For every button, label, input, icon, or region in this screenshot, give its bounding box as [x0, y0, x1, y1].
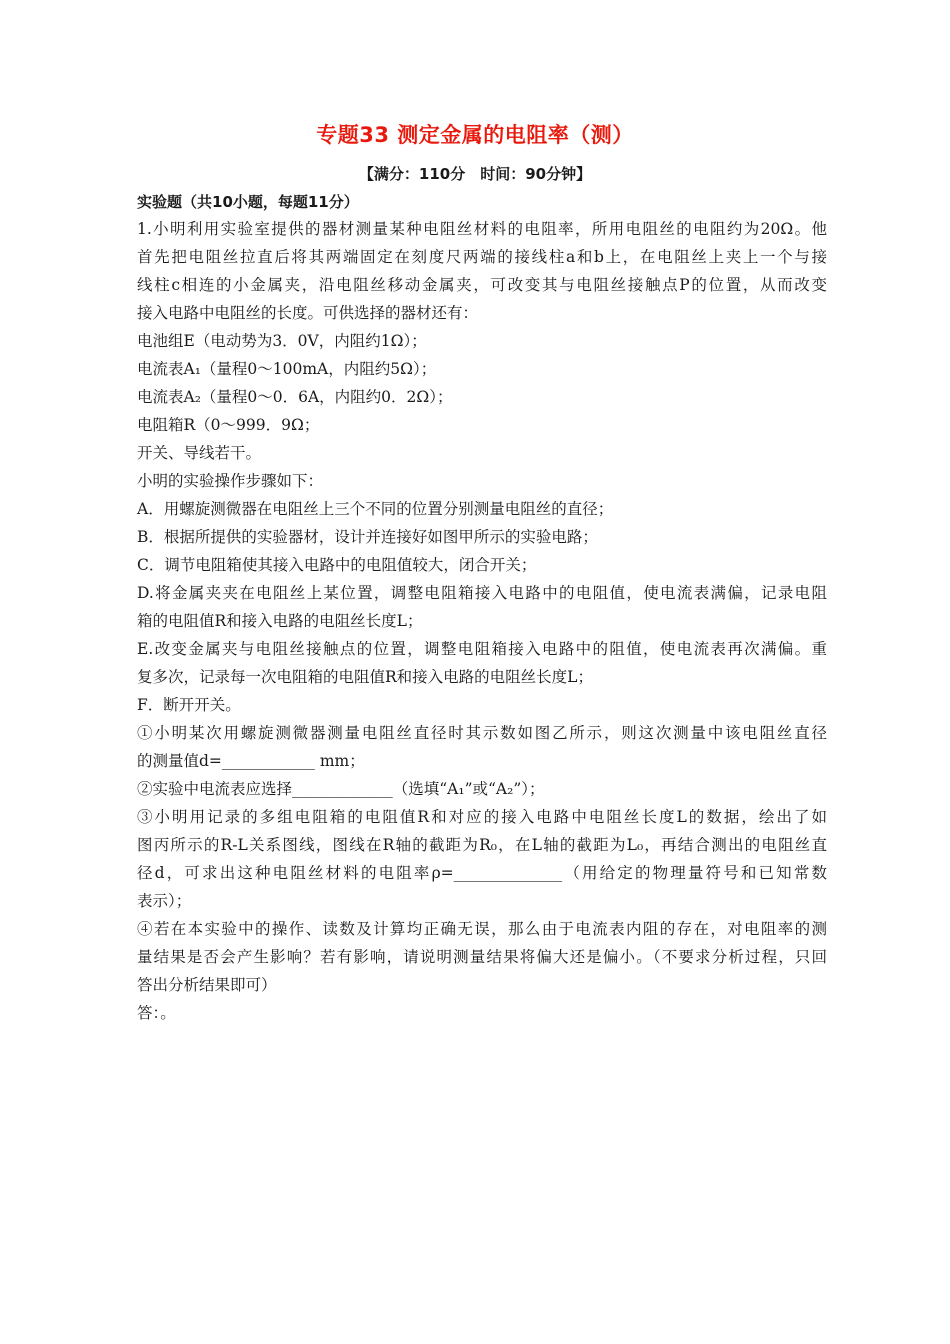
- text-line: 径d，可求出这种电阻丝材料的电阻率ρ=______________（用给定的物理量符号和已知常数: [137, 864, 827, 882]
- step-a: A．用螺旋测微器在电阻丝上三个不同的位置分别测量电阻丝的直径；: [137, 500, 614, 518]
- text-line: 表示）；: [137, 892, 192, 910]
- question-1: ①小明某次用螺旋测微器测量电阻丝直径时其示数如图乙所示，则这次测量中该电阻丝直径: [137, 724, 827, 742]
- text-line: 电流表A₁（量程0～100mA，内阻约5Ω）；: [137, 360, 437, 378]
- text-line: 首先把电阻丝拉直后将其两端固定在刻度尺两端的接线柱a和b上，在电阻丝上夹上一个与接: [137, 248, 827, 266]
- step-e: E.改变金属夹与电阻丝接触点的位置，调整电阻箱接入电路中的阻值，使电流表再次满偏。重: [137, 640, 827, 658]
- exam-meta: 【满分：110分 时间：90分钟】: [358, 165, 592, 183]
- question-4: ④若在本实验中的操作、读数及计算均正确无误，那么由于电流表内阻的存在，对电阻率的测: [137, 920, 827, 938]
- text-line: 的测量值d=____________ mm；: [137, 752, 365, 770]
- section-heading: 实验题（共10小题，每题11分）: [137, 193, 359, 211]
- step-f: F．断开开关。: [137, 696, 241, 714]
- text-line: 电流表A₂（量程0～0．6A，内阻约0．2Ω）；: [137, 388, 453, 406]
- text-line: 量结果是否会产生影响？若有影响，请说明测量结果将偏大还是偏小。（不要求分析过程，只回: [137, 948, 827, 966]
- step-c: C．调节电阻箱使其接入电路中的电阻值较大，闭合开关；: [137, 556, 537, 574]
- text-line: 箱的电阻值R和接入电路的电阻丝长度L；: [137, 612, 423, 630]
- text-line: 小明的实验操作步骤如下：: [137, 472, 324, 490]
- text-line: 1.小明利用实验室提供的器材测量某种电阻丝材料的电阻率，所用电阻丝的电阻约为20Ω。他: [137, 220, 827, 238]
- page-title: 专题33 测定金属的电阻率（测）: [316, 123, 634, 147]
- text-line: 图丙所示的R-L关系图线，图线在R轴的截距为R₀，在L轴的截距为L₀，再结合测出的电阻丝直: [137, 836, 827, 854]
- text-line: 开关、导线若干。: [137, 444, 262, 462]
- text-line: 电池组E（电动势为3．0V，内阻约1Ω）；: [137, 332, 427, 350]
- text-line: 答出分析结果即可）: [137, 976, 277, 994]
- answer-line: 答：。: [137, 1004, 176, 1022]
- question-2: ②实验中电流表应选择_____________（选填“A₁”或“A₂”）；: [137, 780, 545, 798]
- step-b: B．根据所提供的实验器材，设计并连接好如图甲所示的实验电路；: [137, 528, 598, 546]
- step-d: D.将金属夹夹在电阻丝上某位置，调整电阻箱接入电路中的电阻值，使电流表满偏，记录电阻: [137, 584, 827, 602]
- text-line: 电阻箱R（0～999．9Ω；: [137, 416, 320, 434]
- text-line: 接入电路中电阻丝的长度。可供选择的器材还有：: [137, 304, 479, 322]
- text-line: 线柱c相连的小金属夹，沿电阻丝移动金属夹，可改变其与电阻丝接触点P的位置，从而改变: [137, 276, 827, 294]
- question-3: ③小明用记录的多组电阻箱的电阻值R和对应的接入电路中电阻丝长度L的数据，绘出了如: [137, 808, 827, 826]
- text-line: 复多次，记录每一次电阻箱的电阻值R和接入电路的电阻丝长度L；: [137, 668, 593, 686]
